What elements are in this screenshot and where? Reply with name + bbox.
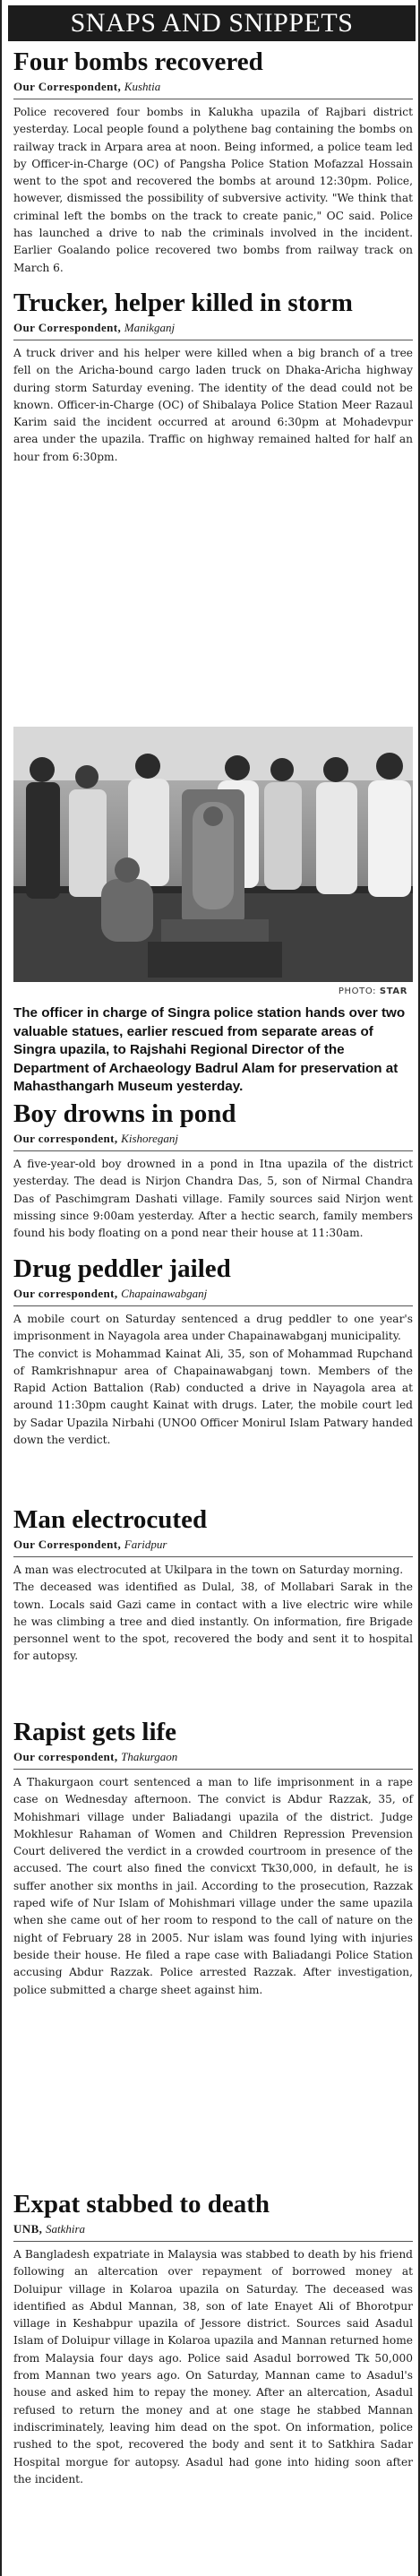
- byline: [13, 1537, 413, 1553]
- story-expat: [13, 2189, 413, 2488]
- story-body: [13, 1562, 413, 1666]
- byline-author: Our Correspondent,: [13, 321, 122, 334]
- byline-author: Our Correspondent,: [13, 1538, 122, 1551]
- byline-author: UNB,: [13, 2222, 43, 2236]
- byline-author: Our correspondent,: [13, 1287, 118, 1300]
- story-drug-peddler: [13, 1254, 413, 1449]
- byline: [13, 1749, 413, 1765]
- story-bombs: [13, 47, 413, 277]
- headline: Boy drowns in pond: [13, 1099, 236, 1128]
- paragraph: A mobile court on Saturday sentenced a drug peddler to one year's imprisonment in Nayagola area under Chapainawabganj municipality.: [13, 1313, 413, 1343]
- paragraph: A five-year-old boy drowned in a pond in Itna upazila of the district yesterday. The dead is Nirjon Chandra Das, 5, son of Nirmal Chandra Das of Paschimgram Dashati village. Family sources said Nirjon went missing since 9:00am yesterday. After a hectic search, family members found his body floating on a pond near their house at 11:30am.: [13, 1158, 413, 1240]
- photo-icon: [13, 727, 413, 982]
- divider: [13, 1769, 413, 1770]
- paragraph: The convict is Mohammad Kainat Ali, 35, son of Mohammad Rupchand of Ramkrishnapur area of Chapainawabganj town. Members of the Rapid Action Battalion (Rab) conducted a drive in Nayagola area at around 11:30pm caught Kainat with drugs. Later, the mobile court led by Sadar Upazila Nirbahi (UNO0 Officer Monirul Islam Patwary handed down the verdict.: [13, 1347, 413, 1447]
- news-photo: [13, 727, 413, 982]
- story-body: [13, 104, 413, 277]
- byline-place: Faridpur: [124, 1538, 167, 1551]
- headline: Expat stabbed to death: [13, 2190, 270, 2218]
- story-body: [13, 1311, 413, 1449]
- story-electrocuted: [13, 1504, 413, 1666]
- byline: [13, 1131, 413, 1147]
- byline-place: Kishoreganj: [121, 1132, 178, 1145]
- paragraph: A man was electrocuted at Ukilpara in the town on Saturday morning.: [13, 1564, 404, 1576]
- photo-caption: The officer in charge of Singra police station hands over two valuable statues, earlier rescued from separate areas of Singra upazila, to Rajshahi Regional Director of the Department of Archaeology Badrul Alam for preservation at Mahasthangarh Museum yesterday.: [13, 1005, 406, 1094]
- divider: [13, 1150, 413, 1151]
- divider: [13, 1305, 413, 1306]
- byline: [13, 1286, 413, 1302]
- headline: Trucker, helper killed in storm: [13, 289, 353, 317]
- divider: [13, 2241, 413, 2242]
- byline: [13, 2221, 413, 2237]
- credit-label: PHOTO:: [338, 986, 377, 996]
- story-body: [13, 345, 413, 466]
- byline-author: Our correspondent,: [13, 1132, 118, 1145]
- paragraph: Police recovered four bombs in Kalukha upazila of Rajbari district yesterday. Local people found a polythene bag containing the bombs on railway track in Arpara area at noon. Being informed, a police team led by Officer-in-Charge (OC) of Pangsha Police Station Mofazzal Hossain went to the spot and recovered the bombs at around 12:30pm. Police, however, dismissed the possibility of subversive activity. "We think that criminal left the bombs on the track to create panic," OC said. Police has launched a drive to nab the criminals involved in the incident. Earlier Goalando police recovered two bombs from railway track on March 6.: [13, 106, 413, 274]
- story-body: [13, 2246, 413, 2488]
- headline: Man electrocuted: [13, 1505, 208, 1534]
- headline: Drug peddler jailed: [13, 1254, 231, 1283]
- story-boy-drowns: [13, 1098, 413, 1242]
- byline-place: Kushtia: [124, 80, 161, 93]
- credit-source: STAR: [379, 986, 407, 996]
- headline: Rapist gets life: [13, 1718, 177, 1746]
- section-banner: SNAPS AND SNIPPETS: [8, 5, 416, 41]
- story-body: [13, 1774, 413, 1999]
- byline-author: Our correspondent,: [13, 1750, 118, 1763]
- paragraph: The deceased was identified as Dulal, 38, of Mollabari Sarak in the town. Locals said Gazi came in contact with a live electric wire while he was climbing a tree and died instantly. On information, fire Brigade personnel went to the spot, recovered the body and sent it to hospital for autopsy.: [13, 1581, 413, 1663]
- paragraph: A Thakurgaon court sentenced a man to life imprisonment in a rape case on Wednesday afternoon. The convict is Abdur Razzak, 35, of Mohishmari village under Baliadangi upazila of the district. Judge Mokhlesur Rahaman of Women and Children Repression Prevension Court delivered the verdict in a crowded courtroom in presence of the accused. The court also fined the convicxt Tk30,000, in default, he is suffer another six months in jail. According to the prosecution, Razzak raped wife of Nur Islam of Mohishmari village under the same upazila when she came out of her room to respond to the call of nature on the night of February 28 in 2005. Nur islam was found lying with injuries beside their house. He filed a rape case with Baliadangi Police Station accusing Abdur Razzak. Police arrested Razzak. After investigation, police submitted a charge sheet against him.: [13, 1776, 413, 1996]
- story-body: [13, 1156, 413, 1242]
- byline-place: Thakurgaon: [121, 1750, 178, 1763]
- byline-place: Chapainawabganj: [121, 1287, 208, 1300]
- byline-place: Satkhira: [45, 2222, 86, 2236]
- byline: [13, 79, 413, 95]
- paragraph: A truck driver and his helper were killed when a big branch of a tree fell on the Aricha-bound cargo laden truck on Dhaka-Aricha highway during storm Saturday evening. The identity of the dead could not be known. Officer-in-Charge (OC) of Shibalaya Police Station Meer Razaul Karim said the incident occurred at around 6:30pm at Mohadevpur area under the upazila. Traffic on highway remained halted for half an hour from 6:30pm.: [13, 347, 413, 463]
- byline-place: Manikganj: [124, 321, 176, 334]
- headline: Four bombs recovered: [13, 47, 263, 76]
- byline: [13, 320, 413, 336]
- paragraph: A Bangladesh expatriate in Malaysia was stabbed to death by his friend following an altercation over repayment of borrowed money at Doluipur village in Kolaroa upazila on Saturday. The deceased was identified as Abdul Mannan, 38, son of late Enayet Ali of Bhorotpur village in Keshabpur upazila of Jessore district. Sources said Asadul Islam of Doluipur village in Kolaroa upazila and Mannan returned home from Malaysia four days ago. Police said Asadul borrowed Tk 50,000 from Mannan two years ago. On Saturday, Mannan came to Asadul's house and asked him to repay the money. After an altercation, Asadul refused to return the money and at one stage he stabbed Mannan indiscriminately, leaving him dead on the spot. On information, police rushed to the spot, recovered the body and sent it to Satkhira Sadar Hospital morgue for autopsy. Asadul had gone into hiding soon after the incident.: [13, 2248, 413, 2486]
- story-trucker: [13, 288, 413, 466]
- story-rapist: [13, 1717, 413, 1999]
- divider: [13, 1556, 413, 1557]
- photo-credit: [339, 986, 407, 996]
- byline-author: Our Correspondent,: [13, 80, 122, 93]
